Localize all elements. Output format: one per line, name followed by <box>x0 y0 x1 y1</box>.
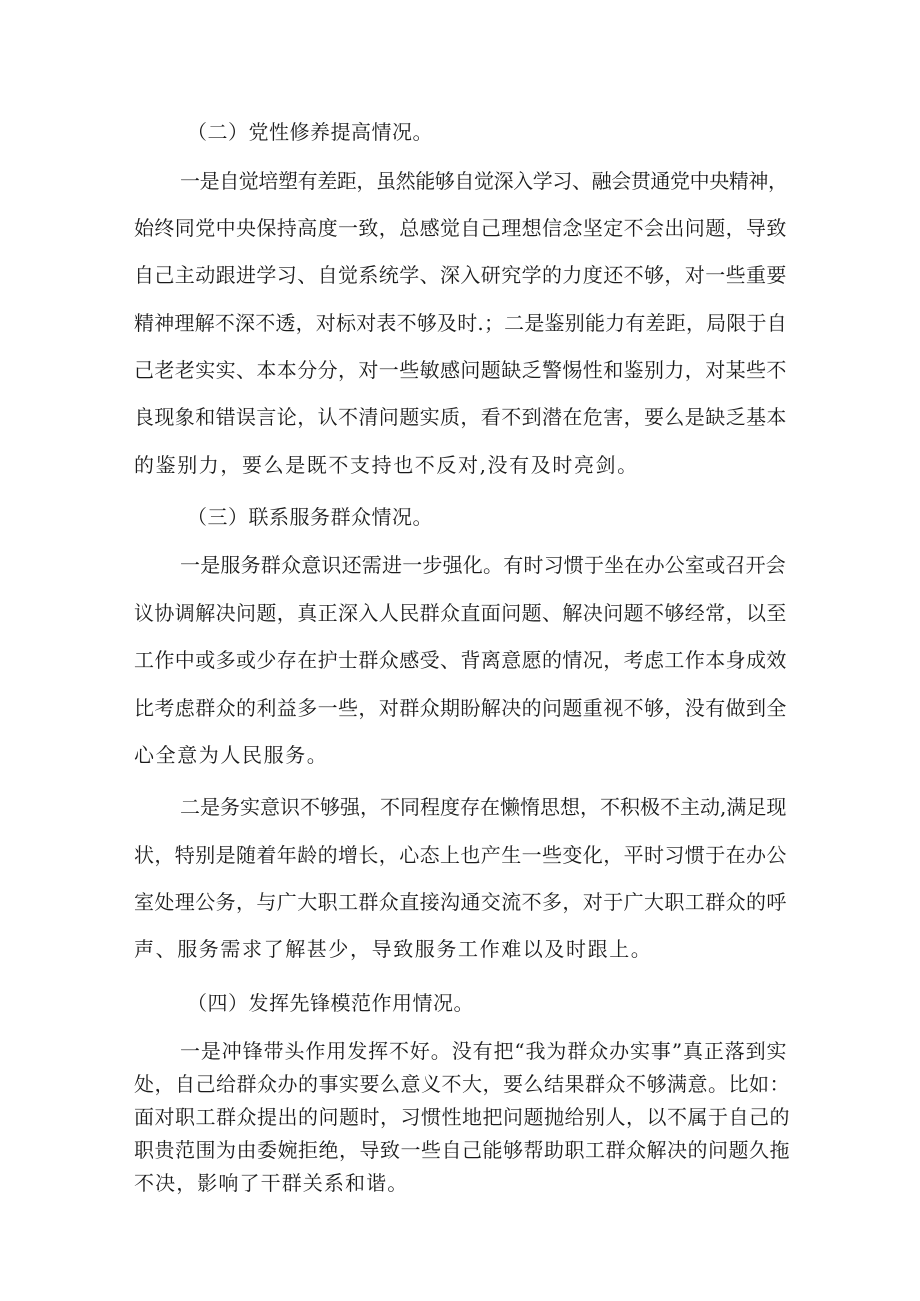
paragraph-line: 室处理公务，与广大职工群众直接沟通交流不多，对于广大职工群众的呼 <box>134 890 787 914</box>
paragraph-line: 一是服务群众意识还需进一步强化。有时习惯于坐在办公室或召开会 <box>180 553 786 577</box>
paragraph-line: 良现象和错误言论，认不清问题实质，看不到潜在危害，要么是缺乏基本 <box>134 405 787 429</box>
paragraph-line: 状，特别是随着年龄的增长，心态上也产生一些变化，平时习惯于在办公 <box>134 843 787 867</box>
paragraph-line: 一是自觉培塑有差距，虽然能够自觉深入学习、融会贯通党中央精神， <box>180 169 788 193</box>
paragraph-line: 工作中或多或少存在护士群众感受、背离意愿的情况，考虑工作本身成效 <box>134 648 787 672</box>
paragraph-line: 自己主动跟进学习、自觉系统学、深入研究学的力度还不够，对一些重要 <box>134 263 787 287</box>
section-heading-2: （二）党性修养提高情况。 <box>187 120 433 144</box>
section-heading-3: （三）联系服务群众情况。 <box>187 505 433 529</box>
paragraph-line: 心全意为人民服务。 <box>134 743 329 767</box>
paragraph-line: 声、服务需求了解甚少，导致服务工作难以及时跟上。 <box>134 937 653 961</box>
section-heading-4: （四）发挥先锋模范作用情况。 <box>187 991 474 1015</box>
paragraph-line: 面对职工群众提出的问题时，习惯性地把问题抛给别人，以不属于自己的 <box>134 1105 790 1129</box>
paragraph-line: 精神理解不深不透，对标对表不够及时.；二是鉴别能力有差距，局限于自 <box>134 311 787 335</box>
paragraph-line: 一是冲锋带头作用发挥不好。没有把“我为群众办实事”真正落到实 <box>180 1039 788 1063</box>
paragraph-line: 己老老实实、本本分分，对一些敏感问题缺乏警惕性和鉴别力，对某些不 <box>134 358 787 382</box>
paragraph-line: 的鉴别力，要么是既不支持也不反对,没有及时亮剑。 <box>134 453 639 477</box>
paragraph-line: 比考虑群众的利益多一些，对群众期盼解决的问题重视不够，没有做到全 <box>134 696 787 720</box>
paragraph-line: 不决，影响了干群关系和谐。 <box>134 1171 409 1195</box>
paragraph-line: 始终同党中央保持高度一致，总感觉自己理想信念坚定不会出问题，导致 <box>134 216 787 240</box>
paragraph-line: 处，自己给群众办的事实要么意义不大，要么结果群众不够满意。比如： <box>134 1072 790 1096</box>
paragraph-line: 议协调解决问题，真正深入人民群众直面问题、解决问题不够经常，以至 <box>134 601 787 625</box>
paragraph-line: 二是务实意识不够强，不同程度存在懒惰思想，不积极不主动,满足现 <box>180 795 787 819</box>
paragraph-line: 职贵范围为由委婉拒绝，导致一些自己能够帮助职工群众解决的问题久拖 <box>134 1138 790 1162</box>
